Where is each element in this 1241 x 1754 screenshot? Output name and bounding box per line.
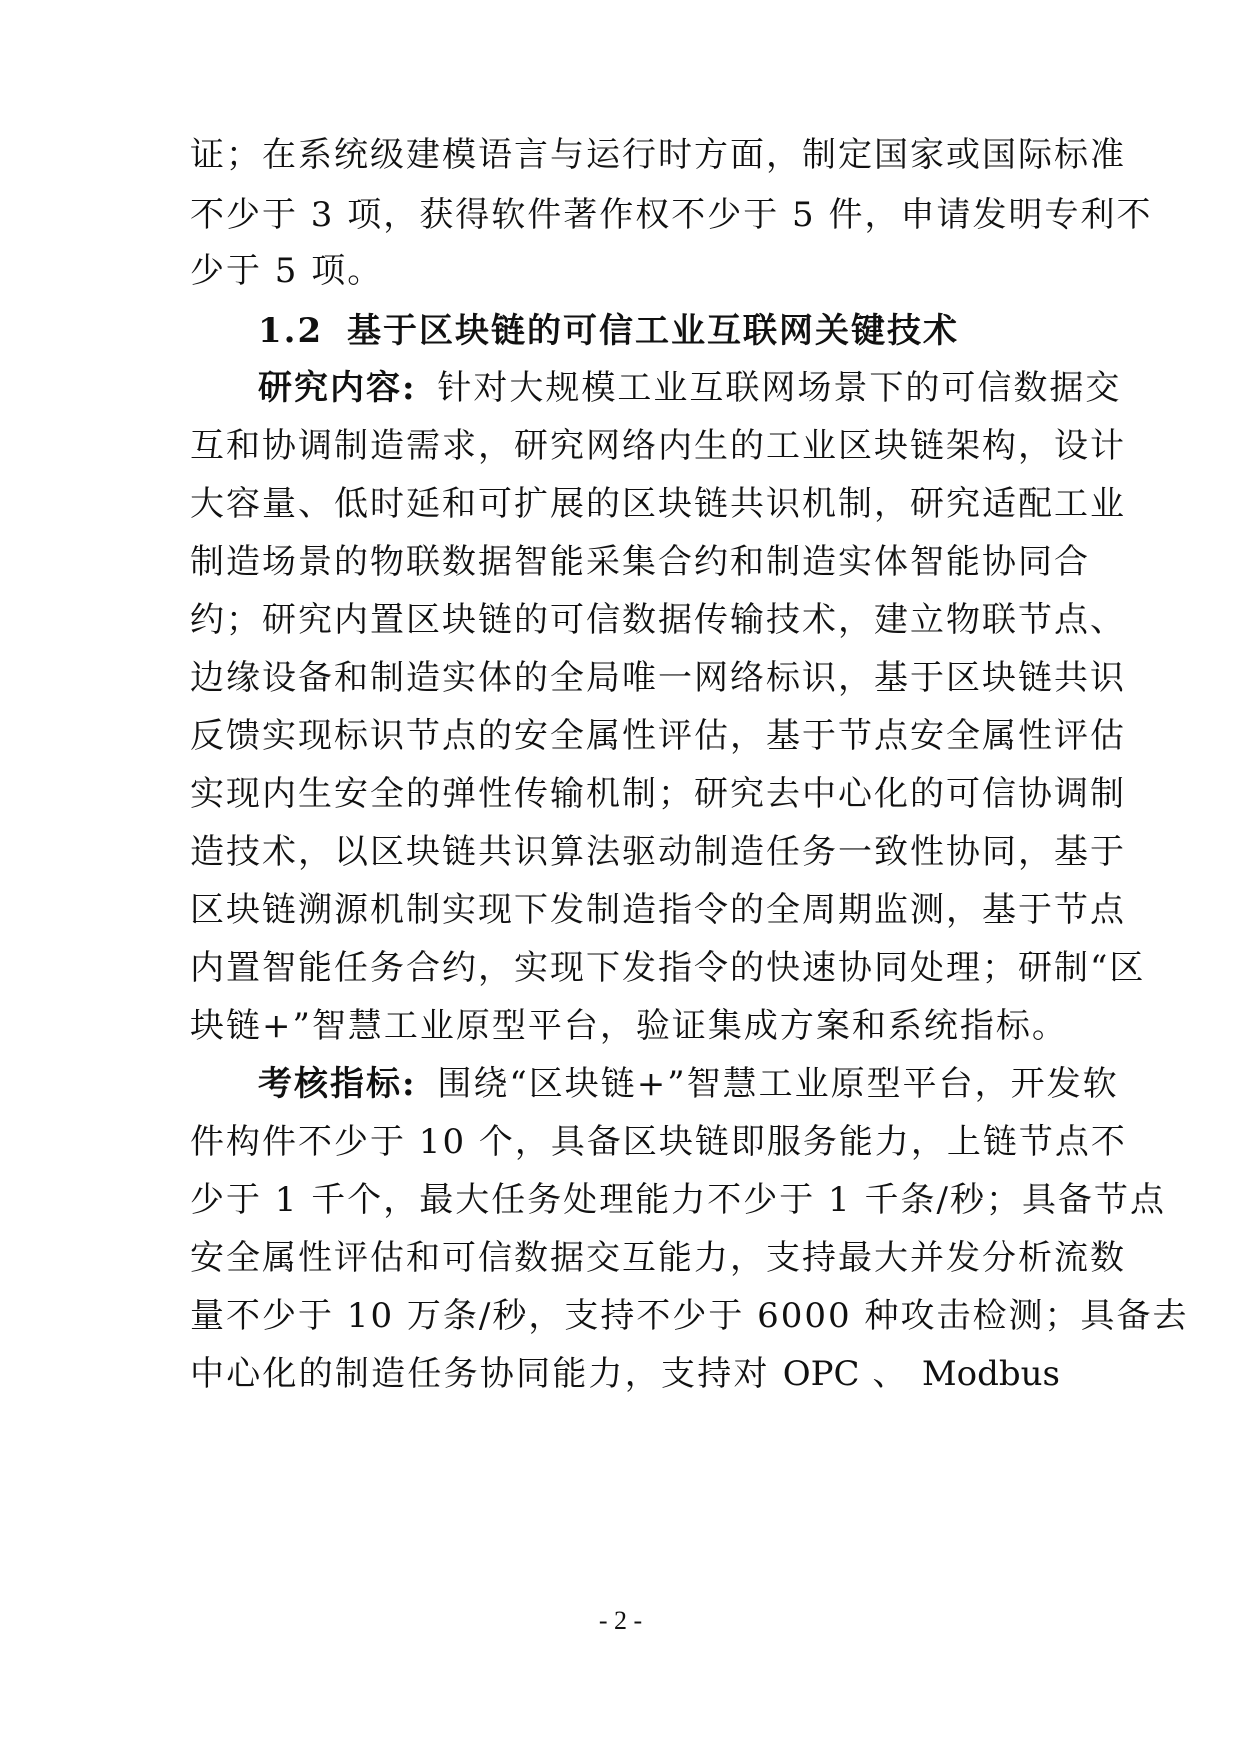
research-line: 边缘设备和制造实体的全局唯一网络标识，基于区块链共识 (190, 658, 1126, 698)
assessment-text-start: 围绕“区块链+”智慧工业原型平台，开发软 (437, 1064, 1119, 1104)
assessment-line: 件构件不少于 10 个，具备区块链即服务能力，上链节点不 (190, 1122, 1127, 1162)
research-line: 互和协调制造需求，研究网络内生的工业区块链架构，设计 (190, 426, 1126, 466)
research-line: 内置智能任务合约，实现下发指令的快速协同处理；研制“区 (190, 948, 1146, 988)
research-label: 研究内容: (258, 368, 417, 408)
research-line: 块链+”智慧工业原型平台，验证集成方案和系统指标。 (190, 1006, 1068, 1046)
research-line: 大容量、低时延和可扩展的区块链共识机制，研究适配工业 (190, 484, 1126, 524)
body-line: 少于 5 项。 (190, 251, 384, 291)
research-text-start: 针对大规模工业互联网场景下的可信数据交 (437, 368, 1122, 408)
page-number: - 2 - (598, 1606, 643, 1635)
research-line: 实现内生安全的弹性传输机制；研究去中心化的可信协调制 (190, 774, 1126, 814)
research-line: 制造场景的物联数据智能采集合约和制造实体智能协同合 (190, 542, 1090, 582)
section-title: 基于区块链的可信工业互联网关键技术 (347, 311, 959, 351)
assessment-line: 量不少于 10 万条/秒，支持不少于 6000 种攻击检测；具备去 (190, 1296, 1189, 1336)
research-line: 造技术，以区块链共识算法驱动制造任务一致性协同，基于 (190, 832, 1126, 872)
research-line: 区块链溯源机制实现下发制造指令的全周期监测，基于节点 (190, 890, 1126, 930)
section-heading (258, 309, 1060, 353)
assessment-line: 安全属性评估和可信数据交互能力，支持最大并发分析流数 (190, 1238, 1126, 1278)
assessment-line: 中心化的制造任务协同能力，支持对 OPC 、 Modbus (190, 1354, 1060, 1394)
body-line: 证；在系统级建模语言与运行时方面，制定国家或国际标准 (190, 135, 1126, 175)
section-number: 1.2 (258, 311, 324, 351)
assessment-line: 少于 1 千个，最大任务处理能力不少于 1 千条/秒；具备节点 (190, 1180, 1166, 1220)
assessment-first-line (258, 1062, 1119, 1106)
research-first-line (258, 366, 1122, 410)
research-line: 约；研究内置区块链的可信数据传输技术，建立物联节点、 (190, 600, 1126, 640)
assessment-label: 考核指标: (258, 1064, 417, 1104)
body-line: 不少于 3 项，获得软件著作权不少于 5 件，申请发明专利不 (190, 195, 1153, 235)
research-line: 反馈实现标识节点的安全属性评估，基于节点安全属性评估 (190, 716, 1126, 756)
